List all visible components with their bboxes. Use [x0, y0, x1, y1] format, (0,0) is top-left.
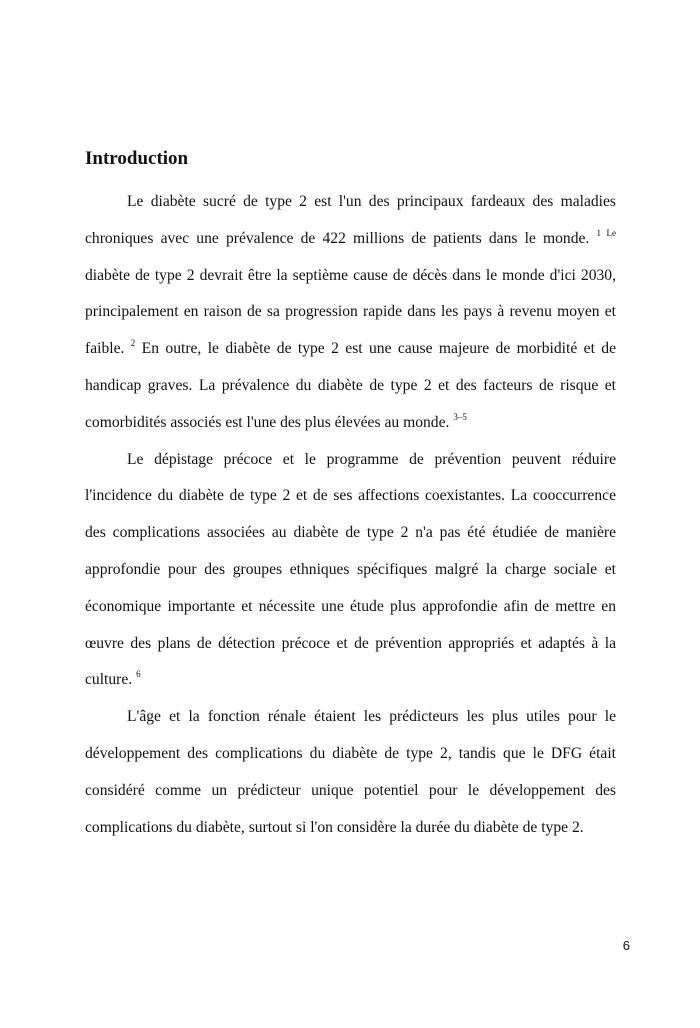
paragraph-1: [85, 184, 616, 442]
paragraph-text: diabète de type 2 devrait être la septième cause de décès dans le monde d'ici 2030, principalement en raison de sa progression rapide dans les pays à revenu moyen et faible.: [85, 266, 616, 358]
body-text: [85, 184, 616, 846]
paragraph-2: [85, 442, 616, 700]
citation-superscript: 2: [130, 338, 136, 349]
citation-superscript: 3–5: [453, 411, 467, 422]
paragraph-text: L'âge et la fonction rénale étaient les prédicteurs les plus utiles pour le développement des complications du diabète de type 2, tandis que le DFG était considéré comme un prédicteur unique potentiel pour le développement des complications du diabète, surtout si l'on considère la durée du diabète de type 2.: [85, 708, 616, 836]
paragraph-3: [85, 699, 616, 846]
paragraph-text: Le diabète sucré de type 2 est l'un des principaux fardeaux des maladies chroniques avec une prévalence de 422 millions de patients dans le monde.: [85, 193, 616, 247]
paragraph-text: En outre, le diabète de type 2 est une cause majeure de morbidité et de handicap graves. La prévalence du diabète de type 2 et des facteurs de risque et comorbidités associés est l'une des plus élevées au monde.: [85, 340, 616, 431]
paragraph-text: Le dépistage précoce et le programme de prévention peuvent réduire l'incidence du diabète de type 2 et de ses affections coexistantes. La cooccurrence des complications associées au diabète de type 2 n'a pas été étudiée de manière approfondie pour des groupes ethniques spécifiques malgré la charge sociale et économique importante et nécessite une étude plus approfondie afin de mettre en œuvre des plans de détection précoce et de prévention appropriés et adaptés à la culture.: [85, 450, 616, 689]
citation-superscript: 1 Le: [596, 227, 616, 238]
citation-superscript: 6: [136, 669, 141, 680]
page-number: 6: [622, 938, 630, 953]
section-heading: Introduction: [85, 148, 189, 169]
